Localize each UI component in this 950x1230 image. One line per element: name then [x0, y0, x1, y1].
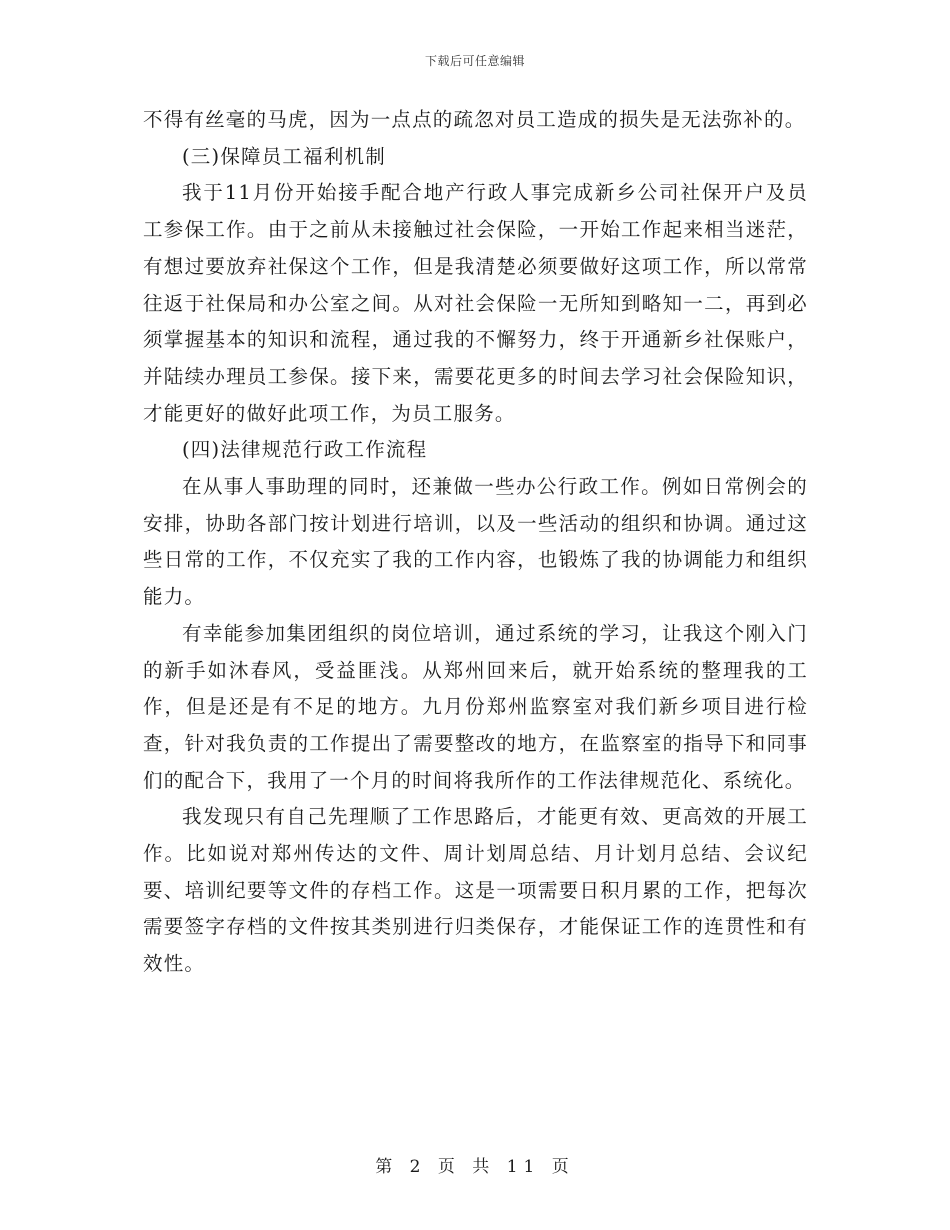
page-header: 下载后可任意编辑	[424, 54, 525, 68]
paragraph-admin-work: 在从事人事助理的同时，还兼做一些办公行政工作。例如日常例会的安排，协助各部门按计划进行培训，以及一些活动的组织和协调。通过这些日常的工作，不仅充实了我的工作内容，也锻炼了我的协调能力和组织能力。	[143, 475, 808, 609]
section-heading-3: (三)保障员工福利机制	[182, 144, 386, 168]
section-heading-4: (四)法律规范行政工作流程	[182, 438, 428, 462]
page-number: 第 2 页 共 11 页	[375, 1157, 575, 1177]
paragraph-training: 有幸能参加集团组织的岗位培训，通过系统的学习，让我这个刚入门的新手如沐春风，受益匪浅。从郑州回来后，就开始系统的整理我的工作，但是还是有不足的地方。九月份郑州监察室对我们新乡项目进行检查，针对我负责的工作提出了需要整改的地方，在监察室的指导下和同事们的配合下，我用了一个月的时间将我所作的工作法律规范化、系统化。	[143, 621, 808, 792]
paragraph-continuation: 不得有丝毫的马虎，因为一点点的疏忽对员工造成的损失是无法弥补的。	[143, 108, 806, 131]
document-body	[143, 102, 808, 983]
paragraph-social-insurance: 我于11月份开始接手配合地产行政人事完成新乡公司社保开户及员工参保工作。由于之前从未接触过社会保险，一开始工作起来相当迷茫，有想过要放弃社保这个工作，但是我清楚必须要做好这项工作，所以常常往返于社保局和办公室之间。从对社会保险一无所知到略知一二，再到必须掌握基本的知识和流程，通过我的不懈努力，终于开通新乡社保账户，并陆续办理员工参保。接下来，需要花更多的时间去学习社会保险知识，才能更好的做好此项工作，为员工服务。	[143, 181, 808, 425]
paragraph-filing: 我发现只有自己先理顺了工作思路后，才能更有效、更高效的开展工作。比如说对郑州传达的文件、周计划周总结、月计划月总结、会议纪要、培训纪要等文件的存档工作。这是一项需要日积月累的工作，把每次需要签字存档的文件按其类别进行归类保存，才能保证工作的连贯性和有效性。	[143, 805, 808, 976]
